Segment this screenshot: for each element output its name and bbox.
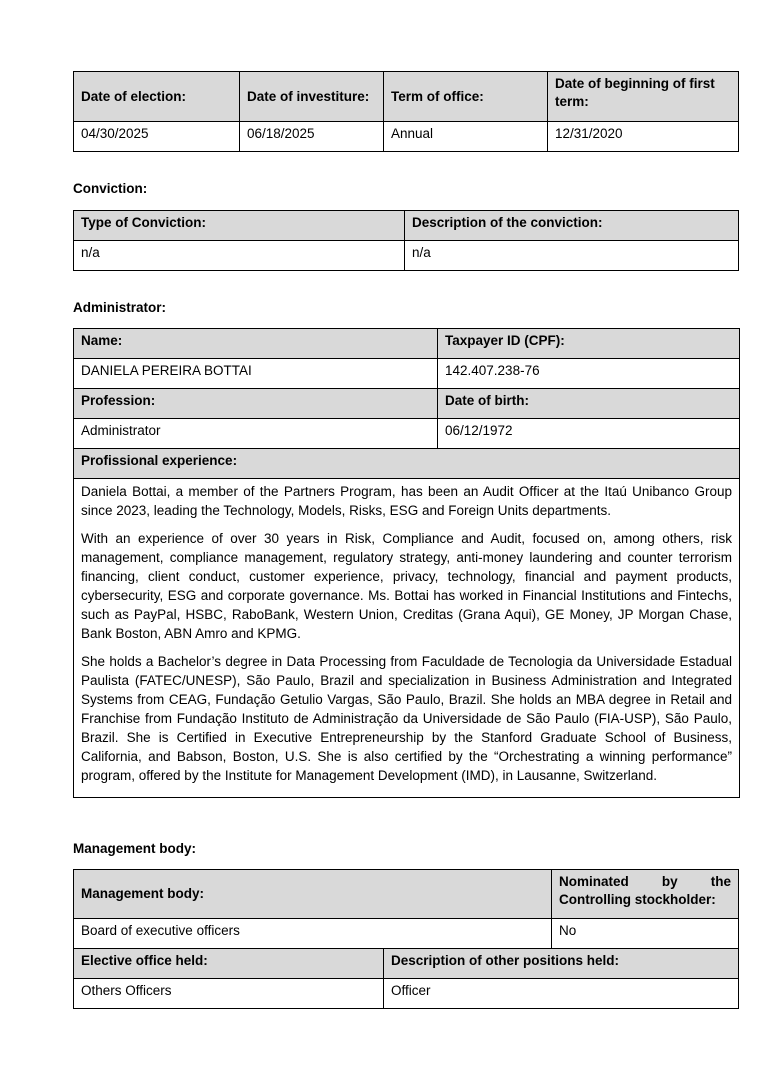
name-value: DANIELA PEREIRA BOTTAI (74, 359, 438, 389)
other-positions-value: Officer (384, 979, 739, 1009)
term-of-office-header: Term of office: (384, 72, 548, 122)
dob-header: Date of birth: (438, 389, 740, 419)
profession-header: Profession: (74, 389, 438, 419)
administrator-section-label: Administrator: (73, 300, 167, 315)
experience-header: Profissional experience: (74, 449, 740, 479)
experience-paragraph: With an experience of over 30 years in Risk, Compliance and Audit, focused on, among others, risk management, compliance management, regulatory strategy, anti-money laundering and counter terrorism financing, client conduct, customer experience, privacy, technology, financial and payment products, cybersecurity, ESG and corporate governance. Ms. Bottai has worked in Financial Institutions and Fintechs, such as PayPal, HSBC, RaboBank, Western Union, Creditas (Grana Aqui), GE Money, JP Morgan Chase, Bank Boston, ABN Amro and KPMG. (81, 531, 732, 641)
date-of-investiture-value: 06/18/2025 (240, 122, 384, 152)
experience-paragraph: Daniela Bottai, a member of the Partners Program, has been an Audit Officer at the Itaú Unibanco Group since 2023, leading the Technology, Models, Risks, ESG and Foreign Units departments. (81, 484, 732, 518)
experience-paragraph: She holds a Bachelor’s degree in Data Processing from Faculdade de Tecnologia da Universidade Estadual Paulista (FATEC/UNESP), São Paulo, Brazil and specialization in Business Administration and Integrated Systems from CEAG, Fundação Getulio Vargas, São Paulo, Brazil. She holds an MBA degree in Retail and Franchise from Fundação Instituto de Administração da Universidade de São Paulo (FIA-USP), São Paulo, Brazil. She is Certified in Executive Entrepreneurship by the Stanford Graduate School of Business, California, and Babson, Boston, U.S. She is also certified by the “Orchestrating a winning performance” program, offered by the Institute for Management Development (IMD), in Lausanne, Switzerland. (81, 654, 732, 783)
management-section-label: Management body: (73, 841, 197, 856)
nominated-header-line2: Controlling stockholder: (559, 892, 716, 907)
conviction-type-value: n/a (74, 241, 405, 271)
cpf-header: Taxpayer ID (CPF): (438, 329, 740, 359)
profession-value: Administrator (74, 419, 438, 449)
first-term-date-header: Date of beginning of first term: (548, 72, 739, 122)
first-term-date-value: 12/31/2020 (548, 122, 739, 152)
date-of-investiture-header: Date of investiture: (240, 72, 384, 122)
date-of-election-value: 04/30/2025 (74, 122, 240, 152)
other-positions-header: Description of other positions held: (384, 949, 739, 979)
dob-value: 06/12/1972 (438, 419, 740, 449)
administrator-table (73, 328, 740, 798)
management-body-header: Management body: (74, 870, 552, 919)
nominated-header-line1: Nominated by the (559, 874, 732, 889)
management-body-value: Board of executive officers (74, 919, 552, 949)
nominated-value: No (552, 919, 739, 949)
experience-body (74, 479, 740, 798)
conviction-description-header: Description of the conviction: (405, 211, 739, 241)
term-of-office-value: Annual (384, 122, 548, 152)
elective-office-header: Elective office held: (74, 949, 384, 979)
cpf-value: 142.407.238-76 (438, 359, 740, 389)
nominated-header (552, 870, 739, 919)
conviction-table (73, 210, 739, 271)
conviction-type-header: Type of Conviction: (74, 211, 405, 241)
conviction-description-value: n/a (405, 241, 739, 271)
name-header: Name: (74, 329, 438, 359)
term-table (73, 71, 739, 152)
management-table (73, 869, 739, 1009)
conviction-section-label: Conviction: (73, 181, 148, 196)
elective-office-value: Others Officers (74, 979, 384, 1009)
date-of-election-header: Date of election: (74, 72, 240, 122)
